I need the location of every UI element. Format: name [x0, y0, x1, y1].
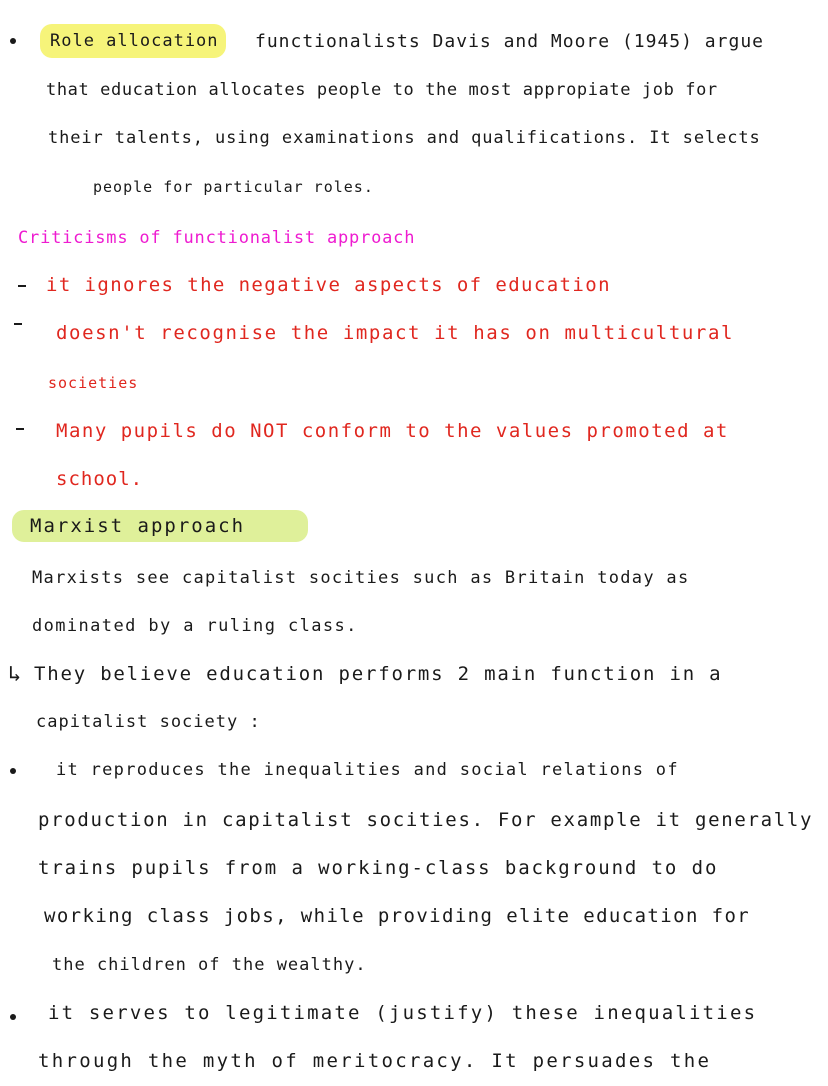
marxist-point-2-line-2: through the myth of meritocracy. It persuades the [38, 1050, 712, 1072]
bullet-point [10, 768, 16, 774]
role-allocation-line-3: their talents, using examinations and qualifications. It selects [48, 128, 761, 148]
marxist-point-2-line-1: it serves to legitimate (justify) these inequalities [48, 1002, 758, 1024]
marxist-point-1-line-3: trains pupils from a working-class background to do [38, 857, 719, 879]
dash-marker [14, 323, 22, 325]
marxist-point-1-line-4: working class jobs, while providing elite education for [44, 905, 751, 927]
dash-marker [18, 285, 26, 287]
marxist-point-1-line-2: production in capitalist socities. For example it generally [38, 809, 814, 831]
role-allocation-line-4: people for particular roles. [93, 178, 374, 196]
marxist-point-1-line-1: it reproduces the inequalities and social relations of [56, 760, 679, 780]
marxist-functions-1: They believe education performs 2 main function in a [34, 663, 723, 685]
role-allocation-line-1: functionalists Davis and Moore (1945) argue [255, 31, 764, 52]
marxist-intro-2: dominated by a ruling class. [32, 616, 358, 636]
dash-marker [16, 428, 24, 430]
criticism-item-3a: Many pupils do NOT conform to the values promoted at [56, 420, 729, 442]
marxist-point-1-line-5: the children of the wealthy. [52, 955, 367, 975]
criticisms-heading: Criticisms of functionalist approach [18, 228, 416, 248]
arrow-icon: ↳ [8, 662, 23, 687]
marxist-intro-1: Marxists see capitalist socities such as Britain today as [32, 568, 690, 588]
marxist-heading: Marxist approach [30, 515, 246, 537]
marxist-functions-2: capitalist society : [36, 712, 261, 732]
criticism-item-2a: doesn't recognise the impact it has on multicultural [56, 322, 735, 344]
criticism-item-3b: school. [56, 468, 144, 490]
bullet-point [10, 1014, 16, 1020]
criticism-item-1: it ignores the negative aspects of education [46, 274, 611, 296]
criticism-item-2b: societies [48, 374, 139, 392]
role-allocation-heading: Role allocation [50, 31, 219, 51]
role-allocation-line-2: that education allocates people to the most appropiate job for [46, 80, 718, 100]
bullet-point [10, 38, 16, 44]
